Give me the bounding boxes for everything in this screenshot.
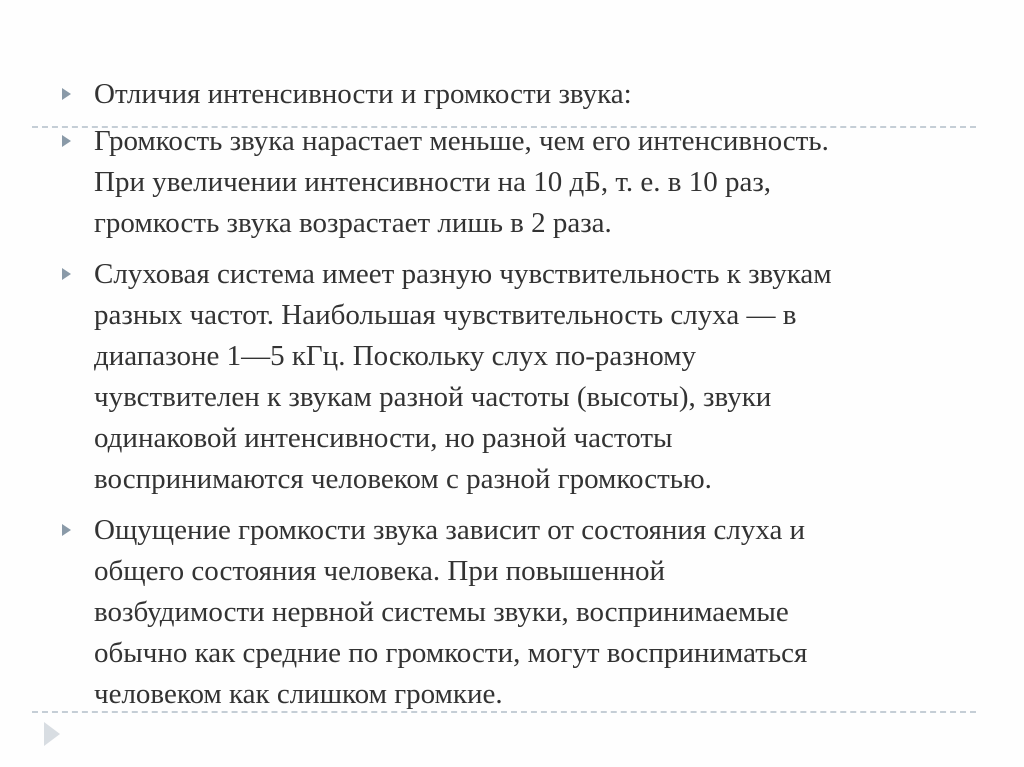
divider-bottom [32, 711, 976, 713]
bullet-item-3 [60, 254, 980, 500]
text-line: обычно как средние по громкости, могут восприниматься [94, 637, 808, 669]
triangle-right-icon [62, 88, 71, 100]
text-line: диапазоне 1—5 кГц. Поскольку слух по-разному [94, 340, 697, 372]
text-line: возбудимости нервной системы звуки, воспринимаемые [94, 596, 789, 628]
text-line: громкость звука возрастает лишь в 2 раза. [94, 207, 612, 239]
text-line: Отличия интенсивности и громкости звука: [94, 78, 632, 110]
text-line: Громкость звука нарастает меньше, чем его интенсивность. [94, 125, 829, 157]
text-line: При увеличении интенсивности на 10 дБ, т. е. в 10 раз, [94, 166, 772, 198]
bullet-item-4 [60, 510, 980, 715]
text-line: воспринимаются человеком с разной громкостью. [94, 463, 712, 495]
triangle-right-icon [62, 524, 71, 536]
text-line: человеком как слишком громкие. [94, 678, 503, 710]
bullet-list [60, 74, 980, 715]
text-line: Ощущение громкости звука зависит от состояния слуха и [94, 514, 806, 546]
bullet-item-1 [60, 74, 980, 115]
triangle-right-icon [62, 135, 71, 147]
corner-triangle-icon [44, 722, 60, 746]
text-line: чувствителен к звукам разной частоты (высоты), звуки [94, 381, 772, 413]
triangle-right-icon [62, 268, 71, 280]
text-line: общего состояния человека. При повышенной [94, 555, 666, 587]
text-line: Слуховая система имеет разную чувствительность к звукам [94, 258, 832, 290]
text-line: одинаковой интенсивности, но разной частоты [94, 422, 673, 454]
text-line: разных частот. Наибольшая чувствительность слуха — в [94, 299, 797, 331]
bullet-item-2 [60, 121, 980, 244]
